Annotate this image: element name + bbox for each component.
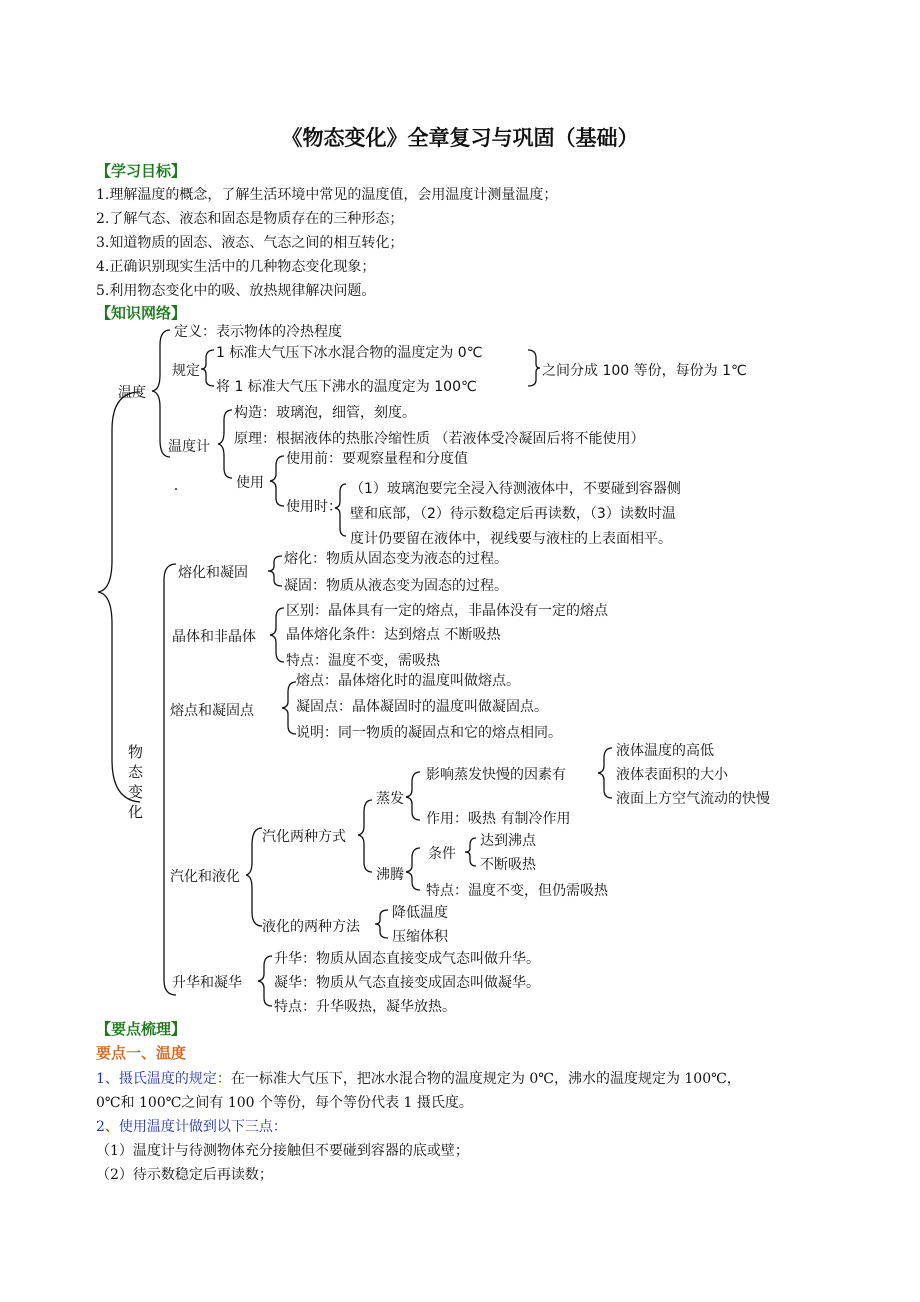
node-guiding-2: 将 1 标准大气压下沸水的温度定为 100℃ [216, 379, 477, 395]
page-title: 《物态变化》全章复习与巩固（基础） [281, 126, 639, 150]
node-zf-yinsu: 影响蒸发快慢的因素有 [426, 767, 566, 783]
node-guiding: 规定 [172, 363, 200, 379]
node-shiyong-shi-1: （1）玻璃泡要完全浸入待测液体中，不要碰到容器侧 [350, 481, 681, 497]
keypoint-item-1-text: 在一标准大气压下，把冰水混合物的温度规定为 0℃，沸水的温度规定为 100℃， [230, 1071, 741, 1087]
node-shiyong-shi-3: 度计仍要留在液体中，视线要与液柱的上表面相平。 [350, 531, 672, 547]
network-header: 【知识网络】 [96, 304, 187, 322]
node-wendu: 温度 [118, 385, 146, 401]
node-rhnn: 熔化和凝固 [178, 565, 248, 581]
node-yehua: 液化的两种方法 [262, 919, 360, 935]
node-yehua-2: 压缩体积 [392, 929, 448, 945]
node-rongdian-1: 熔点：晶体熔化时的温度叫做熔点。 [296, 673, 520, 689]
node-zhengfa: 蒸发 [376, 791, 404, 807]
node-qhyh: 汽化和液化 [170, 869, 240, 885]
node-yinsu-2: 液体表面积的大小 [616, 767, 728, 783]
keypoint-title: 要点一、温度 [96, 1044, 187, 1062]
node-shiyong: 使用 [236, 475, 264, 491]
node-yinsu-3: 液面上方空气流动的快慢 [616, 791, 770, 807]
node-rongdian-2: 凝固点：晶体凝固时的温度叫做凝固点。 [296, 699, 548, 715]
node-wutai: 物态变化 [128, 743, 144, 821]
node-feiteng: 沸腾 [376, 867, 404, 883]
node-shnh: 升华和凝华 [172, 975, 242, 991]
node-gouzao: 构造：玻璃泡，细管，刻度。 [234, 405, 416, 421]
node-ninghua: 凝华：物质从气态直接变成固态叫做凝华。 [274, 975, 540, 991]
objective-item: 3.知道物质的固态、液态、气态之间的相互转化； [96, 235, 404, 251]
node-zf-zuoyong: 作用：吸热 有制冷作用 [426, 811, 571, 827]
node-dingyi: 定义：表示物体的冷热程度 [174, 324, 342, 340]
objective-item: 2.了解气态、液态和固态是物质存在的三种形态； [96, 211, 404, 227]
node-shiyong-shi-2: 壁和底部，（2）待示数稳定后再读数，（3）读数时温 [350, 506, 676, 522]
node-guiding-3: 之间分成 100 等份，每份为 1℃ [542, 363, 747, 379]
node-rongdian: 熔点和凝固点 [170, 703, 254, 719]
node-tiaojian-1: 达到沸点 [480, 833, 536, 849]
keypoint-item-1-label: 1、摄氏温度的规定： [96, 1071, 231, 1087]
node-shenghua: 升华：物质从固态直接变成气态叫做升华。 [274, 951, 540, 967]
node-jingti-1: 区别：晶体具有一定的熔点，非晶体没有一定的熔点 [286, 603, 608, 619]
node-ronghua: 熔化：物质从固态变为液态的过程。 [284, 551, 508, 567]
node-jingti: 晶体和非晶体 [172, 629, 256, 645]
objective-item: 4.正确识别现实生活中的几种物态变化现象； [96, 259, 376, 275]
keypoint-item-2-2: （2）待示数稳定后再读数； [96, 1167, 273, 1183]
keypoint-item-1-cont: 0℃和 100℃之间有 100 个等份，每个等份代表 1 摄氏度。 [96, 1095, 473, 1111]
node-guiding-1: 1 标准大气压下冰水混合物的温度定为 0℃ [216, 345, 483, 361]
node-yehua-1: 降低温度 [392, 905, 448, 921]
node-yinsu-1: 液体温度的高低 [616, 743, 714, 759]
node-ninggu: 凝固：物质从液态变为固态的过程。 [284, 578, 508, 594]
node-tiaojian: 条件 [428, 846, 456, 862]
node-tiaojian-2: 不断吸热 [480, 857, 536, 873]
node-yuanli: 原理：根据液体的热胀冷缩性质 （若液体受冷凝固后将不能使用） [234, 431, 645, 447]
node-qihua-fangshi: 汽化两种方式 [262, 829, 346, 845]
objective-item: 1.理解温度的概念，了解生活环境中常见的温度值，会用温度计测量温度； [96, 187, 558, 203]
node-ft-tedian: 特点：温度不变，但仍需吸热 [426, 883, 608, 899]
node-wenduji: 温度计 [168, 439, 210, 455]
node-shiyong-shi: 使用时： [286, 499, 342, 515]
node-rongdian-3: 说明：同一物质的凝固点和它的熔点相同。 [296, 725, 562, 741]
keypoint-item-2-1: （1）温度计与待测物体充分接触但不要碰到容器的底或壁； [96, 1143, 469, 1159]
node-jingti-2: 晶体熔化条件：达到熔点 不断吸热 [286, 627, 501, 643]
points-header: 【要点梳理】 [96, 1020, 187, 1038]
node-shiyong-qian: 使用前：要观察量程和分度值 [286, 451, 468, 467]
keypoint-item-1 [96, 1068, 741, 1088]
objectives-header: 【学习目标】 [96, 162, 187, 180]
objective-item: 5.利用物态变化中的吸、放热规律解决问题。 [96, 283, 376, 299]
node-jingti-3: 特点：温度不变，需吸热 [286, 653, 440, 669]
node-sh-tedian: 特点：升华吸热，凝华放热。 [274, 999, 456, 1015]
keypoint-item-2-label: 2、使用温度计做到以下三点： [96, 1119, 287, 1135]
